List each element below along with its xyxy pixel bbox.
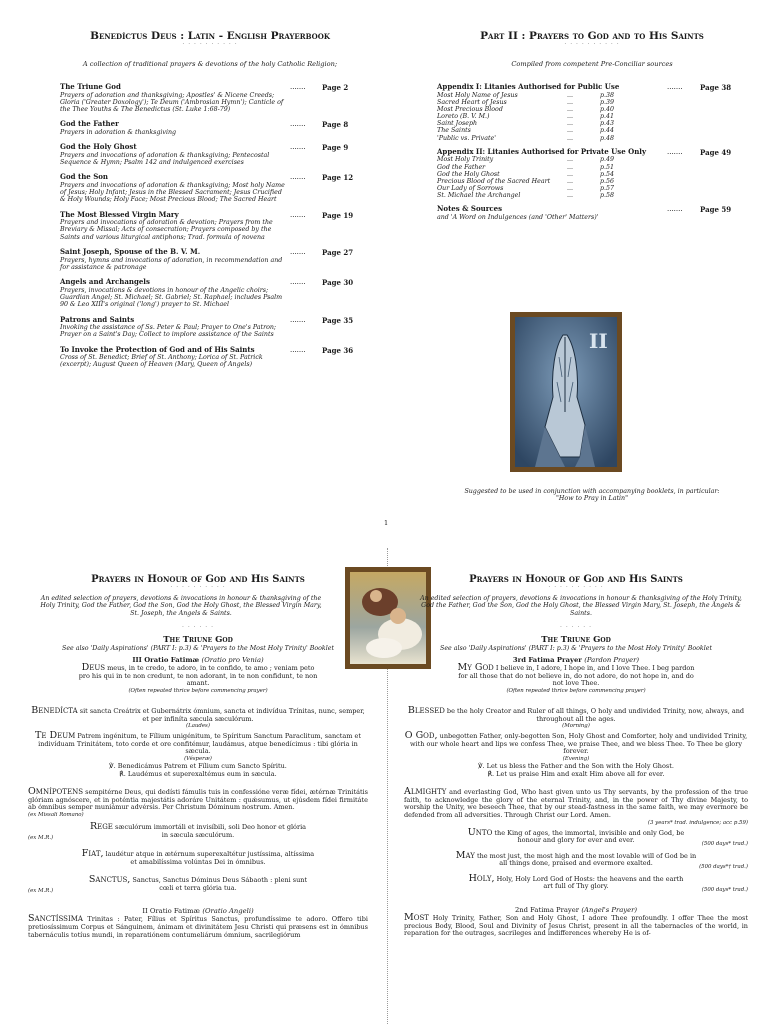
litany-name: Most Holy Trinity — [437, 156, 494, 164]
litany-item[interactable] — [437, 135, 747, 142]
toc-entry-description: Prayers and invocations of adoration & devotion; Prayers from the Breviary & Missal; Acts of consecration; Prayers composed by the Saints and various liturgical antiphons; Trad. formula of novena — [60, 219, 273, 241]
toc-leader: ....... — [290, 143, 306, 152]
litany-name: God the Holy Ghost — [437, 170, 500, 178]
toc-entry[interactable] — [60, 120, 360, 136]
prayer-note: (ex Missali Romano) — [28, 811, 84, 818]
page1-right-intro: Compiled from competent Pre-Conciliar sources — [511, 60, 673, 68]
litany-page: p.44 — [600, 127, 615, 135]
toc-entry-description: Prayers, invocations & devotions in honour of the Angelic choirs; Guardian Angel; St. Michael; St. Gabriel; St. Raphael; includes Psalm 90 & Leo XIII's original ('long') prayer to St. Michael — [60, 286, 283, 309]
prayer-text — [28, 704, 368, 723]
litany-name: Loreto (B. V. M.) — [437, 113, 490, 121]
drop-cap: Almighty — [404, 786, 447, 798]
page1-right-title: Part II : Prayers to God and to His Saints — [480, 30, 704, 42]
praying-hands-painting — [510, 312, 622, 472]
divider: · · · · · · · · · · — [170, 584, 226, 591]
toc-entry-title: God the Holy Ghost — [60, 142, 137, 152]
toc-entry[interactable] — [60, 346, 360, 369]
notes-sources — [437, 205, 747, 221]
page2-left — [28, 574, 368, 939]
litany-name: Most Precious Blood — [437, 105, 503, 113]
toc-entry-page: Page 2 — [322, 83, 349, 92]
page2-right — [404, 574, 748, 938]
toc-entry-title: Angels and Archangels — [60, 277, 150, 287]
notes-page: Page 59 — [700, 205, 732, 215]
litany-page: p.39 — [600, 98, 615, 106]
litany-item[interactable] — [437, 192, 747, 199]
prayer-body: the King of ages, the immortal, invisible and only God, be honour and glory for ever and ever. — [494, 828, 685, 845]
litany-item[interactable] — [437, 185, 747, 192]
toc-entry[interactable] — [60, 248, 360, 271]
prayer-note: (ex M.R.) — [28, 888, 54, 895]
prayer-body: laudétur atque in ætérnum superexaltétur justíssima, altíssima et amabilíssima volúntas Dei in ómnibus. — [105, 850, 315, 866]
drop-cap: Unto — [467, 826, 493, 838]
drop-cap: Omnípotens — [28, 786, 83, 798]
toc-leader: ....... — [290, 248, 306, 257]
prayer-subtitle: (Oratio Angeli) — [202, 907, 254, 916]
notes-subtitle: and 'A Word on Indulgences (and 'Other' Matters)' — [437, 213, 599, 221]
prayer-text — [404, 914, 748, 938]
prayer-title — [404, 656, 748, 664]
litany-item[interactable] — [437, 120, 747, 127]
toc-entry-title: God the Father — [60, 119, 119, 129]
prayer-body: Trinitas : Pater, Fílius et Spíritus Sanctus, profundíssime te adoro. Offero tibi pretiosíssimum Corpus et Sánguinem, ánimam et divinitátem Jesu Christi qui præsens est in ómnibus tabernáculis totíus mundi, in reparatiónem contumeliárum ómnium, sacrilegiórum — [28, 915, 368, 939]
prayer-subtitle: (Oratio pro Venia) — [201, 656, 264, 665]
litany-page: p.54 — [600, 170, 615, 178]
litany-leader: ... — [567, 192, 574, 200]
page-number: 1 — [384, 519, 389, 527]
litany-page: p.49 — [600, 156, 615, 164]
toc-entry[interactable] — [60, 278, 360, 308]
toc-leader: ....... — [667, 205, 683, 214]
prayer-note: (Evening) — [562, 755, 590, 762]
prayer-note: (Morning) — [562, 723, 590, 730]
litany-leader: ... — [567, 105, 574, 113]
prayer-title-text: III Oratio Fatimæ — [132, 656, 200, 665]
toc-entry[interactable] — [60, 143, 360, 166]
drop-cap: Sanctus, — [88, 874, 131, 886]
drop-cap: Most — [404, 912, 429, 924]
prayer-subtitle: (Pardon Prayer) — [584, 656, 640, 665]
notes-title: Notes & Sources — [437, 204, 503, 214]
drop-cap: Deus — [81, 662, 106, 674]
toc-leader: ....... — [667, 147, 683, 156]
drop-cap: Benedícta — [31, 704, 78, 716]
prayer-text — [404, 704, 748, 723]
prayer-note: (Laudes) — [186, 723, 210, 730]
litany-leader: ... — [567, 170, 574, 178]
prayer-title — [404, 906, 748, 914]
prayer-note: (500 days*† trad.) — [699, 863, 748, 870]
litany-item[interactable] — [437, 92, 747, 99]
litany-page: p.40 — [600, 105, 615, 113]
prayer-title-text: II Oratio Fatimæ — [142, 907, 200, 916]
prayer-body: sempitérne Deus, qui dedísti fámulis tuis in confessióne veræ fídei, ætérnæ Trinitátis glóriam agnóscere, et in poténtia majestátis adoráre Unitátem : quǽsumus, ut ejúsdem fídei firmitáte ab ómnibus semper muniámur advérsis. Per Christum Dóminum nostrum. Amen. — [28, 788, 368, 812]
page2-left-intro: An edited selection of prayers, devotions & invocations in honour & thanksgiving of the Holy Trinity, God the Father, God the Son, God the Holy Ghost, the Blessed Virgin Mary, St. Joseph, the Angels & Saints. — [40, 595, 322, 617]
litany-leader: ... — [567, 98, 574, 106]
prayer-text — [28, 664, 368, 688]
litany-leader: ... — [567, 177, 574, 185]
toc-entry-page: Page 8 — [322, 120, 349, 130]
litany-name: God the Father — [437, 163, 486, 171]
toc-entry-page: Page 12 — [322, 173, 354, 183]
appendix-2-title: Appendix II: Litanies Authorised for Private Use Only — [437, 146, 647, 156]
litany-page: p.57 — [600, 185, 615, 193]
toc-entry-description: Cross of St. Benedict; Brief of St. Anthony; Lorica of St. Patrick (excerpt); August Queen of Heaven (Mary, Queen of Angels) — [60, 354, 263, 369]
litany-item[interactable] — [437, 127, 747, 134]
appendix-1-title: Appendix I: Litanies Authorised for Public Use — [437, 82, 620, 91]
prayer-body: I believe in, I adore, I hope in, and I love Thee. I beg pardon for all those that do not believe in, do not adore, do not hope in, and do not love Thee. — [458, 664, 695, 688]
toc-entry[interactable] — [60, 83, 360, 113]
litany-page: p.38 — [600, 91, 615, 99]
litany-name: Our Lady of Sorrows — [437, 185, 504, 193]
section-title: The Triune God — [541, 634, 611, 645]
litany-item[interactable] — [437, 99, 747, 106]
prayer-body: sæculórum immortáli et invisíbili, soli Deo honor et glória in sæcula sæculórum. — [115, 822, 307, 839]
toc-leader: ....... — [290, 278, 306, 287]
prayer-text — [28, 788, 368, 812]
prayer-text — [28, 915, 368, 939]
prayer-body: the most just, the most high and the most lovable will of God be in all things done, praised and evermore exalted. — [476, 851, 697, 868]
litany-name: Most Holy Name of Jesus — [437, 91, 518, 99]
litany-leader: ... — [567, 134, 574, 142]
drop-cap: Blessed — [407, 704, 445, 716]
litany-leader: ... — [567, 163, 574, 171]
prayer-note: (Vésperæ) — [184, 755, 212, 762]
toc-entry-title: Patrons and Saints — [60, 314, 135, 324]
prayer-text — [404, 788, 748, 819]
divider: · · · · · · · · · · — [564, 41, 620, 48]
litany-name: Precious Blood of the Sacred Heart — [437, 177, 551, 185]
page1-left-intro: A collection of traditional prayers & devotions of the holy Catholic Religion; — [82, 60, 338, 68]
drop-cap: Holy, — [468, 872, 495, 884]
toc-leader: ....... — [290, 120, 306, 129]
prayer-note: (500 days* trad.) — [701, 840, 748, 847]
divider: · · · · · · — [560, 623, 592, 631]
prayer-body: be the holy Creator and Ruler of all things, O holy and undivided Trinity, now, always, and throughout all the ages. — [446, 706, 745, 723]
litany-item[interactable] — [437, 156, 747, 163]
divider: · · · · · · · · · · — [182, 41, 238, 48]
prayer-text — [28, 732, 368, 756]
page2-right-intro: An edited selection of prayers, devotions & invocations in honour & thanksgiving of the Holy Trinity, God the Father, God the Son, God the Holy Ghost, the Blessed Virgin Mary, St. Joseph, the Angels & Saints. — [420, 595, 742, 617]
prayer-title-text: 2nd Fatima Prayer — [514, 906, 580, 915]
prayer-subtitle: (Angel's Prayer) — [581, 906, 638, 915]
drop-cap: Rege — [89, 820, 113, 832]
toc-entry-description: Prayers and invocations of adoration & thanksgiving; Pentecostal Sequence & Hymn; Psalm 142 and indulgenced exercises — [60, 151, 270, 166]
prayer-title-text: 3rd Fatima Prayer — [512, 656, 582, 665]
divider: · · · · · · · · · · — [548, 584, 604, 591]
prayer-body: and everlasting God, Who hast given unto us Thy servants, by the profession of the true faith, to acknowledge the glory of the eternal Trinity, and, in the power of Thy divine Majesty, to worship the Unity, we beseech Thee, that by our stead-fastness in the same faith, we may evermore be defended from all adversities. Through Christ our Lord. Amen. — [404, 788, 748, 819]
toc-entry-page: Page 35 — [322, 315, 354, 325]
litany-leader: ... — [567, 91, 574, 99]
prayer-body: unbegotten Father, only-begotten Son, Holy Ghost and Comforter, holy and undivided Trinity, with our whole heart and lips we confess Thee, we praise Thee, and we bless Thee. To Thee be glory forever. — [409, 732, 748, 756]
litany-name: The Saints — [437, 127, 471, 135]
see-also: See also 'Daily Aspirations' (PART I: p.3) & 'Prayers to the Most Holy Trinity' Booklet — [62, 644, 334, 652]
litany-name: St. Michael the Archangel — [437, 192, 521, 200]
response: ℟. Laudémus et superexaltémus eum in sæcula. — [119, 769, 277, 778]
toc-entry-description: Prayers and invocations of adoration & thanksgiving; Most holy Name of Jesus; Holy Infant; Jesus in the Blessed Sacrament; Jesus Crucified & Holy Wounds; Holy Face; Most Precious Blood; The Sacred Heart — [60, 181, 285, 204]
prayer-note: (Often repeated thrice before commencing prayer) — [128, 687, 268, 694]
toc-entry[interactable] — [60, 173, 360, 203]
versicle: ℣. Let us bless the Father and the Son with the Holy Ghost. — [478, 761, 674, 770]
prayer-note: (500 days* trad.) — [701, 887, 748, 894]
toc-leader: ....... — [667, 83, 683, 91]
toc-entry-page: Page 27 — [322, 248, 354, 258]
toc-entry-page: Page 19 — [322, 210, 354, 220]
versicle: ℣. Benedicámus Patrem et Fílium cum Sancto Spíritu. — [109, 761, 287, 770]
toc-entry-title: Saint Joseph, Spouse of the B. V. M. — [60, 247, 201, 257]
litany-leader: ... — [567, 120, 574, 128]
prayer-text — [404, 664, 748, 688]
drop-cap: Te Deum — [35, 730, 76, 742]
litany-leader: ... — [567, 185, 574, 193]
toc-entry-title: The Most Blessed Virgin Mary — [60, 209, 179, 219]
prayer-body: Patrem ingénitum, te Fílium unigénitum, te Spíritum Sanctum Paraclitum, sanctam et indivíduam Trinitátem, toto corde et ore confitémur, laudámus, atque benedícimus : tibi glória in sæcula. — [38, 732, 361, 756]
appendix-1 — [437, 83, 747, 142]
page1-left — [60, 30, 360, 376]
prayer-body: Holy Trinity, Father, Son and Holy Ghost, I adore Thee profoundly. I offer Thee the most precious Body, Blood, Soul and Divinity of Jesus Christ, present in all the tabernacles of the world, in reparation for the outrages, sacrileges and indifferences whereby He is of- — [404, 914, 748, 938]
litany-page: p.48 — [600, 134, 615, 142]
prayer-note: (Often repeated thrice before commencing prayer) — [506, 687, 646, 694]
toc-entry-page: Page 9 — [322, 143, 349, 153]
toc-entry-description: Prayers, hymns and invocations of adoration, in recommendation and for assistance & patronage — [60, 256, 283, 271]
toc-leader: ....... — [290, 345, 306, 354]
prayer-note: (ex M.R.) — [28, 835, 54, 842]
litany-leader: ... — [567, 127, 574, 135]
page1-left-title: Benedíctus Deus : Latin - English Prayerbook — [90, 30, 330, 42]
toc-entry-title: To Invoke the Protection of God and of His Saints — [60, 344, 255, 354]
see-also: See also 'Daily Aspirations' (PART I: p.3) & 'Prayers to the Most Holy Trinity' Booklet — [440, 644, 712, 652]
litany-page: p.43 — [600, 120, 615, 128]
litany-page: p.51 — [600, 163, 615, 171]
appendix-2 — [437, 148, 747, 200]
toc-entry-title: The Triune God — [60, 82, 121, 91]
caption-line-1: Suggested to be used in conjunction with accompanying booklets, in particular: — [464, 488, 720, 495]
litany-item[interactable] — [437, 171, 747, 178]
toc-leader: ....... — [290, 315, 306, 324]
litany-page: p.41 — [600, 113, 615, 121]
toc-leader: ....... — [290, 173, 306, 182]
response: ℟. Let us praise Him and exalt Him above all for ever. — [487, 769, 665, 778]
toc — [60, 83, 360, 369]
drop-cap: O God, — [404, 730, 438, 742]
page2-right-title: Prayers in Honour of God and His Saints — [469, 574, 683, 585]
prayer-body: Sanctus, Sanctus Dóminus Deus Sábaoth : pleni sunt cœli et terra glória tua. — [132, 876, 308, 892]
appendix-2-items — [437, 156, 747, 199]
painting-numeral: II — [589, 329, 608, 353]
toc-entry[interactable] — [60, 211, 360, 241]
toc-leader: ....... — [290, 83, 306, 91]
prayer-text — [28, 850, 368, 866]
drop-cap: Fiat, — [81, 848, 104, 860]
toc-entry-description: Invoking the assistance of Ss. Peter & Paul; Prayer to One's Patron; Prayer on a Saint's Day; Collect to implore assistance of the Saints — [60, 324, 277, 339]
toc-entry-title: God the Son — [60, 172, 109, 182]
prayer-title — [28, 656, 368, 664]
litany-name: Sacred Heart of Jesus — [437, 98, 507, 106]
caption-line-2: "How to Pray in Latin" — [556, 495, 628, 503]
litany-item[interactable] — [437, 164, 747, 171]
drop-cap: May — [455, 849, 475, 861]
drop-cap: Sanctíssima — [28, 913, 83, 925]
divider: · · · · · · — [182, 623, 214, 631]
litany-page: p.56 — [600, 177, 615, 185]
drop-cap: My God — [457, 662, 494, 674]
page1-caption — [437, 488, 747, 503]
toc-entry[interactable] — [60, 316, 360, 339]
prayer-text — [404, 732, 748, 756]
prayer-body: sit sancta Creátrix et Gubernátrix ómnium, sancta et indivídua Trínitas, nunc, semper, et per infiníta sæcula sæculórum. — [79, 706, 365, 723]
litany-leader: ... — [567, 113, 574, 121]
page2-left-title: Prayers in Honour of God and His Saints — [91, 574, 305, 585]
prayer-body: Holy, Holy Lord God of Hosts: the heavens and the earth art full of Thy glory. — [496, 874, 684, 891]
prayer-note: (3 years* trad. indulgence; acc p.59) — [647, 819, 748, 826]
page1-right — [437, 30, 747, 225]
toc-leader: ....... — [290, 210, 306, 219]
section-title: The Triune God — [163, 634, 233, 645]
toc-entry-page: Page 36 — [322, 345, 354, 355]
litany-page: p.58 — [600, 192, 615, 200]
litany-item[interactable] — [437, 113, 747, 120]
litany-item[interactable] — [437, 178, 747, 185]
litany-name: Saint Joseph — [437, 120, 478, 128]
litany-name: 'Public vs. Private' — [437, 134, 496, 142]
appendix-1-page: Page 38 — [700, 83, 732, 92]
appendix-1-items — [437, 92, 747, 142]
toc-entry-description: Prayers of adoration and thanksgiving; Apostles' & Nicene Creeds; Gloria ('Greater Doxology'); Te Deum ('Ambrosian Hymn'); Canticle of the Thee Youths & The Benedictus (St. Luke 1:68-79) — [60, 91, 284, 114]
appendix-2-page: Page 49 — [700, 147, 732, 157]
toc-entry-description: Prayers in adoration & thanksgiving — [60, 128, 177, 136]
litany-leader: ... — [567, 156, 574, 164]
prayer-body: meus, in te credo, te adoro, in te confido, te amo ; veniam peto pro his qui in te non credunt, te non adorant, in te non confidunt, te non amant. — [78, 664, 318, 688]
litany-item[interactable] — [437, 106, 747, 113]
toc-entry-page: Page 30 — [322, 278, 354, 288]
